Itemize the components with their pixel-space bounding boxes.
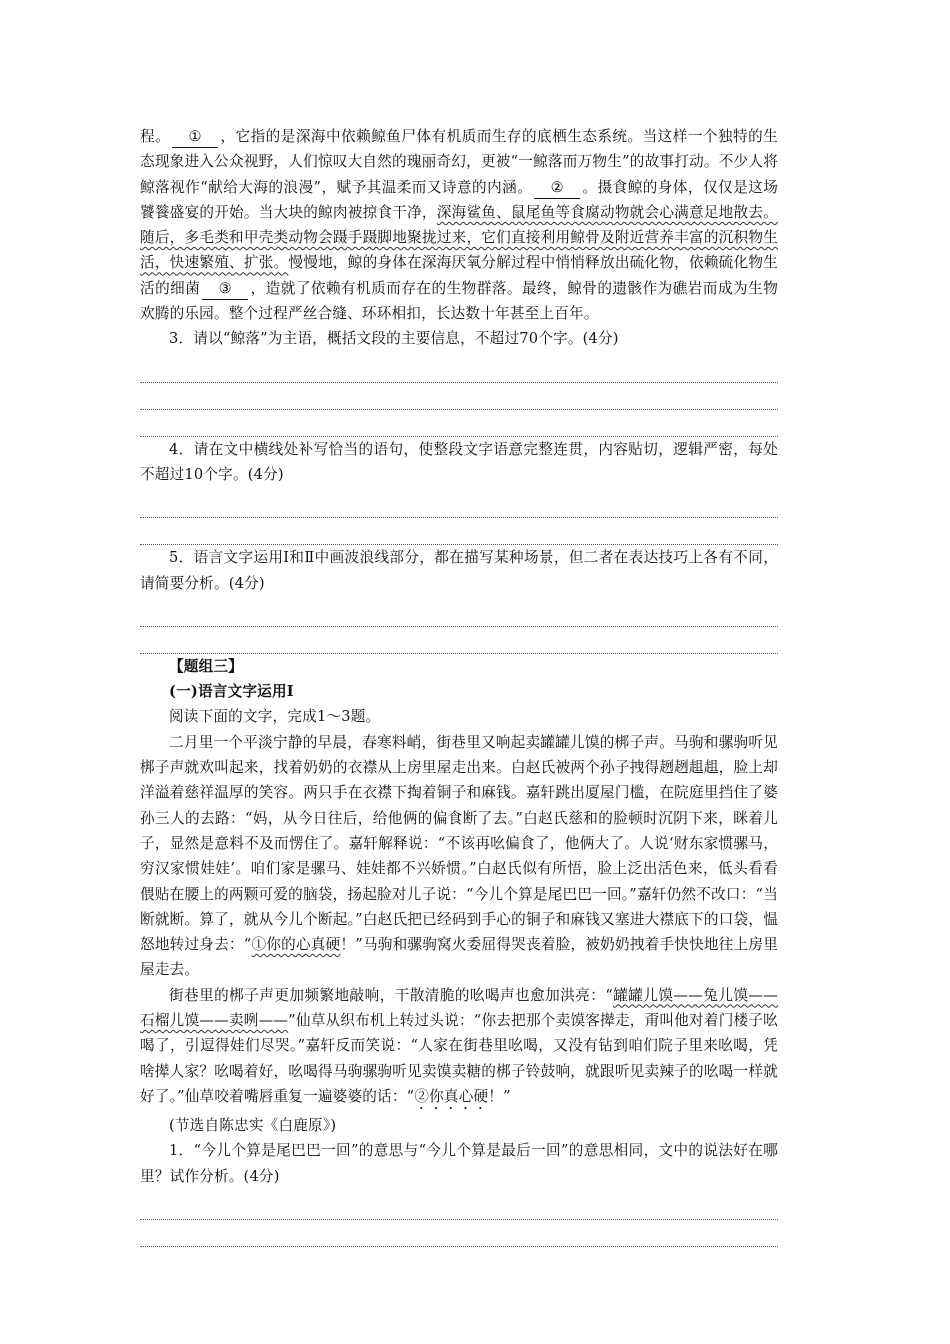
answer-line[interactable] — [140, 518, 778, 545]
answer-area-1[interactable] — [140, 1193, 778, 1247]
novel-excerpt-paragraph-2 — [140, 983, 778, 1113]
answer-blank-2[interactable]: ② — [534, 178, 580, 199]
question-1: 1．“今儿个算是尾巴巴一回”的意思与“今儿个算是最后一回”的意思相同，文中的说法好在哪里？试作分析。(4分) — [140, 1142, 778, 1185]
question-3: 3．请以“鲸落”为主语，概括文段的主要信息，不超过70个字。(4分) — [169, 330, 619, 348]
marked-phrase-1: ①你的心真硬 — [251, 936, 341, 954]
question-5: 5．语言文字运用Ⅰ和Ⅱ中画波浪线部分，都在描写某种场景，但二者在表达技巧上各有不同，请简要分析。(4分) — [140, 549, 778, 592]
passage-text: 二月里一个平淡宁静的早晨，春寒料峭，街巷里又响起卖罐罐儿馍的梆子声。马驹和骡驹听见梆子声就欢叫起来， — [140, 733, 778, 777]
passage-text: 街巷里的梆子声更加频繁地敲响，干散清脆的吆喝声也愈加洪亮：“ — [169, 986, 613, 1004]
answer-blank-3[interactable]: ③ — [202, 279, 248, 300]
answer-line[interactable] — [140, 1220, 778, 1247]
answer-line[interactable] — [140, 1193, 778, 1220]
novel-excerpt-paragraph-1 — [140, 730, 778, 983]
passage-text: 找着奶奶的衣襟从上房里屋走出来。白赵氏被两个孙子拽得趔趔趄趄，脸上却洋溢着慈祥温厚的笑容。两只手在衣襟下掏着铜子和麻钱。嘉轩跳出厦屋门槛，在院庭里挡住了婆孙三人的去路：“妈，从今日往后，给他俩的偏食断了去。”白赵氏慈和的脸顿时沉阴下来，眯着儿子，显然是意料不及而愣住了。嘉轩解释说：“不该再吆偏食了，他俩大了。人说‘财东家惯骡马，穷汉家惯娃娃’。咱们家是骡马、娃娃都不兴娇惯。”白赵氏似有所悟，脸上泛出活色来，低头看看偎贴在腰上的两颗可爱的脑袋，扬起脸对儿子说：“今儿个算是尾巴巴一回。”嘉轩仍然不改口：“当断就断。算了，就从今儿个断起。”白赵氏把已经码到手心的铜子和麻钱又塞进大襟底下的口袋，愠怒地转过身去：“ — [140, 759, 778, 954]
answer-line[interactable] — [140, 383, 778, 410]
answer-line[interactable] — [140, 600, 778, 627]
answer-area-3[interactable] — [140, 356, 778, 437]
answer-line[interactable] — [140, 491, 778, 518]
group-title: 【题组三】 — [169, 657, 243, 675]
answer-line[interactable] — [140, 627, 778, 654]
whale-fall-passage — [140, 124, 778, 326]
wavy-underlined-text: 深海鲨鱼、鼠尾鱼等食腐动物就会心满意足地散去。随后，多毛类和甲壳类动物会蹑手蹑脚地聚拢过来，它们直接利用鲸骨及附近营养丰富的沉积物生活，快速繁殖、扩张。 — [140, 203, 778, 272]
instruction: 阅读下面的文字，完成1～3题。 — [169, 708, 381, 726]
answer-line[interactable] — [140, 410, 778, 437]
answer-area-4[interactable] — [140, 491, 778, 545]
passage-text: 。摄食鲸的身体，仅仅是这场饕餮盛宴的开始。当大块的鲸肉被掠食干净， — [140, 178, 778, 221]
answer-area-5[interactable] — [140, 600, 778, 654]
wavy-underlined-text: 罐罐儿馍——兔儿馍——石榴儿馍——卖咧—— — [140, 986, 779, 1030]
source-citation: (节选自陈忠实《白鹿原》) — [169, 1116, 337, 1134]
question-4: 4．请在文中横线处补写恰当的语句，使整段文字语意完整连贯，内容贴切，逻辑严密，每处不超过10个字。(4分) — [140, 440, 778, 483]
document-content — [140, 124, 778, 1247]
marked-phrase-2: ②你真心硬 — [414, 1087, 489, 1105]
passage-text: ，它指的是深海中依赖鲸鱼尸体有机质而生存的底栖生态系统。当这样一个独特的生态现象进入公众视野，人们惊叹大自然的瑰丽奇幻，更被“一鲸落而万物生”的故事打动。不少人将鲸落视作“献给大海的浪漫”，赋予其温柔而又诗意的内涵。 — [140, 128, 778, 196]
passage-text: ！” — [488, 1087, 511, 1105]
section-subtitle: (一)语言文字运用Ⅰ — [169, 683, 294, 701]
passage-text: 慢慢地，鲸的身体在深海厌氧分解过程中悄悄释放出硫化物，依赖硫化物生活的细菌 — [140, 254, 778, 297]
answer-blank-1[interactable]: ① — [172, 127, 218, 148]
passage-text: 程。 — [140, 128, 171, 145]
answer-line[interactable] — [140, 356, 778, 383]
passage-text: ！”马驹和骡驹窝火委屈得哭丧着脸，被奶奶拽着手快快地往上房里屋走去。 — [140, 936, 778, 979]
passage-text: ，造就了依赖有机质而存在的生物群落。最终，鲸骨的遗骸作为礁岩而成为生物欢腾的乐园。整个过程严丝合缝、环环相扣，长达数十年甚至上百年。 — [140, 279, 778, 323]
passage-text: ”仙草从织布机上转过头说：“你去把那个卖馍客撵走，甭叫他对着门楼子吆喝了，引逗得娃们尽哭。”嘉轩反而笑说：“人家在街巷里吆喝，又没有钻到咱们院子里来吆喝，凭啥撵人家？吆喝着好，吆喝得马驹骡驹听见卖馍卖糖的梆子铃鼓响，就跟听见卖辣子的吆喝一样就好了。”仙草咬着嘴唇重复一遍婆婆的话：“ — [140, 1012, 778, 1105]
